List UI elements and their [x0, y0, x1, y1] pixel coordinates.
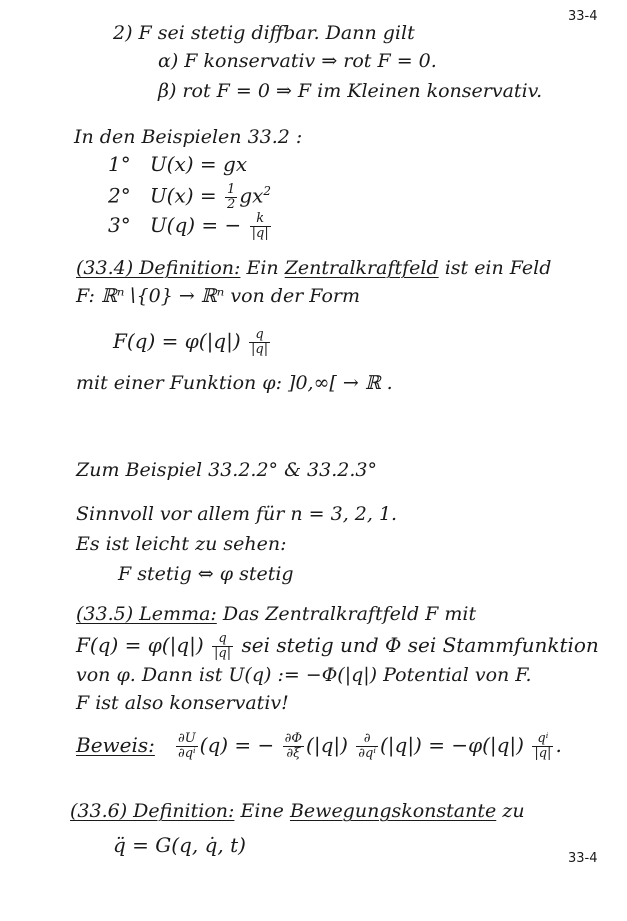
lemma-33-5-line-4: F ist also konservativ!	[76, 692, 289, 714]
lemma-33-5-label: (33.5) Lemma:	[76, 603, 217, 625]
page-number-bottom: 33-4	[568, 851, 598, 866]
example-1	[108, 153, 247, 175]
example-2-exponent: 2	[263, 184, 272, 198]
example-3-fraction: $\frac{k}{|q|}$	[251, 211, 269, 241]
proof-fraction-2: $\frac{\partial\Phi}{\partial\xi}$	[284, 731, 303, 761]
lemma-33-5-fraction: $\frac{q}{|q|}$	[214, 631, 232, 661]
def-33-6-line-1: (33.6) Definition: Eine Bewegungskonstante zu	[70, 800, 525, 822]
example-3-lhs: U(q) = −	[149, 213, 242, 237]
proof-line: Beweis: $\frac{\partial U}{\text{∂qⁱ}}$ (q) = − $\frac{\partial\Phi}{\partial\xi}$ (|q|) $\frac{\partial}{\text{∂qⁱ}}$ (|q|) = −φ(|q|) $\frac{\text{qⁱ}}{|q|}$ .	[76, 731, 562, 761]
example-2-lhs: U(x) =	[149, 183, 217, 208]
def-33-4-line-4: mit einer Funktion φ: ]0,∞[ → ℝ .	[76, 372, 393, 394]
def-33-6-line-2: q̈ = G(q, q̇, t)	[113, 833, 246, 857]
def-33-4-term: Zentralkraftfeld	[284, 257, 439, 279]
example-2-rhs: gx	[239, 183, 264, 208]
example-line-3: Es ist leicht zu sehen:	[76, 533, 287, 555]
example-3	[108, 212, 273, 241]
lemma-33-5-line-3: von φ. Dann ist U(q) := −Φ(|q|) Potential von F.	[76, 664, 532, 686]
example-1-label: 1°	[108, 152, 131, 176]
example-1-expr: U(x) = gx	[149, 152, 248, 176]
prop-beta: β) rot F = 0 ⇒ F im Kleinen konservativ.	[158, 80, 543, 102]
prop-alpha: α) F konservativ ⇒ rot F = 0.	[158, 50, 437, 72]
def-33-4-line-1: (33.4) Definition: Ein Zentralkraftfeld ist ein Feld	[76, 257, 552, 279]
example-line-4: F stetig ⇔ φ stetig	[118, 563, 294, 585]
example-2-fraction: $\frac{1}{2}$	[227, 181, 236, 212]
example-2-label: 2°	[108, 183, 131, 208]
proof-fraction-1: $\frac{\partial U}{\text{∂qⁱ}}$	[177, 731, 196, 761]
examples-heading: In den Beispielen 33.2 :	[74, 126, 303, 148]
prop-line-1: 2) F sei stetig diffbar. Dann gilt	[113, 22, 415, 44]
example-3-label: 3°	[108, 213, 131, 237]
page-number-top: 33-4	[568, 9, 598, 24]
def-33-6-term: Bewegungskonstante	[289, 800, 497, 822]
proof-fraction-3: $\frac{\partial}{\text{∂qⁱ}}$	[358, 731, 376, 761]
def-33-4-fraction: $\frac{q}{|q|}$	[251, 327, 269, 357]
def-33-4-label: (33.4) Definition:	[76, 257, 241, 279]
proof-fraction-4: $\frac{\text{qⁱ}}{|q|}$	[534, 731, 552, 761]
lemma-33-5-line-2: F(q) = φ(|q|) $\frac{q}{|q|}$ sei stetig und Φ sei Stammfunktion	[76, 631, 599, 661]
def-33-4-line-2: F: ℝⁿ∖{0} → ℝⁿ von der Form	[76, 285, 360, 307]
lemma-33-5-line-1: (33.5) Lemma: Das Zentralkraftfeld F mit	[76, 603, 477, 625]
example-line-2: Sinnvoll vor allem für n = 3, 2, 1.	[76, 503, 398, 525]
def-33-4-formula: F(q) = φ(|q|) $\frac{q}{|q|}$	[113, 327, 269, 357]
def-33-6-label: (33.6) Definition:	[70, 800, 235, 822]
example-2	[108, 180, 271, 212]
example-heading: Zum Beispiel 33.2.2° & 33.2.3°	[76, 459, 377, 481]
proof-label: Beweis:	[76, 733, 155, 757]
